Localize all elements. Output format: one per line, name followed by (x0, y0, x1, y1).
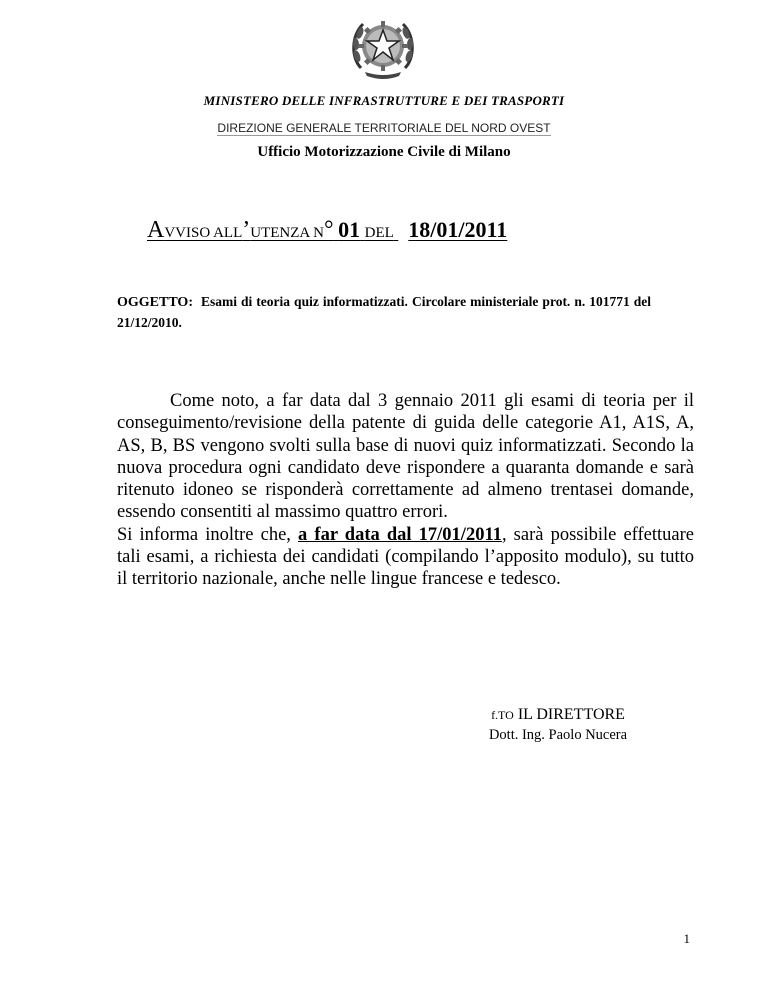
body-text (117, 390, 694, 591)
notice-degree: ° (324, 217, 334, 243)
signature-name: Dott. Ing. Paolo Nucera (488, 727, 628, 743)
subject-text: Esami di teoria quiz informatizzati. Circolare ministeriale prot. n. 101771 del 21/12/2010. (117, 294, 651, 330)
office-heading: Ufficio Motorizzazione Civile di Milano (257, 144, 511, 160)
notice-apostrophe: ’ (242, 217, 251, 243)
signature-prefix: f.TO (491, 708, 514, 722)
direzione-heading (0, 121, 768, 135)
emblem (347, 12, 419, 80)
notice-title-underlined (147, 217, 508, 243)
body-paragraph-1: Come noto, a far data dal 3 gennaio 2011 gli esami di teoria per il conseguimento/revisione della patente di guida delle categorie A1, A1S, A, AS, B, BS vengono svolti sulla base di nuovi quiz informatizzati. Secondo la nuova procedura ogni candidato deve rispondere a quaranta domande e sarà ritenuto idoneo se risponderà correttamente ad almeno trentasei domande, essendo consentiti al massimo quattro errori. (117, 391, 694, 523)
notice-number: 01 (338, 217, 361, 242)
signature-title: IL DIRETTORE (517, 706, 625, 723)
notice-title (147, 217, 507, 244)
notice-initial: A (147, 217, 165, 243)
ministry-heading: MINISTERO DELLE INFRASTRUTTURE E DEI TRASPORTI (203, 93, 565, 108)
page-number: 1 (683, 931, 690, 946)
body-paragraph-2-after: , sarà possibile effettuare tali esami, a richiesta dei candidati (compilando l’apposito modulo), su tutto il territorio nazionale, anche nelle lingue francese e tedesco. (117, 524, 694, 590)
italian-republic-emblem-icon (347, 12, 419, 80)
subject-label: OGGETTO: (117, 295, 193, 310)
direzione-text: DIREZIONE GENERALE TERRITORIALE DEL NORD OVEST (217, 121, 551, 135)
notice-date: 18/01/2011 (408, 217, 508, 242)
signature-title-line (458, 705, 658, 725)
body-paragraph-2-before: Si informa inoltre che, (117, 524, 299, 545)
notice-word: VVISO ALL (164, 225, 243, 241)
signature-block (458, 705, 658, 745)
body-paragraph-2-highlight: a far data dal 17/01/2011 (298, 524, 502, 545)
notice-del: DEL (364, 225, 394, 241)
body-paragraph-2 (117, 524, 694, 591)
subject-block (117, 292, 651, 333)
notice-utenza: UTENZA N (250, 225, 325, 241)
